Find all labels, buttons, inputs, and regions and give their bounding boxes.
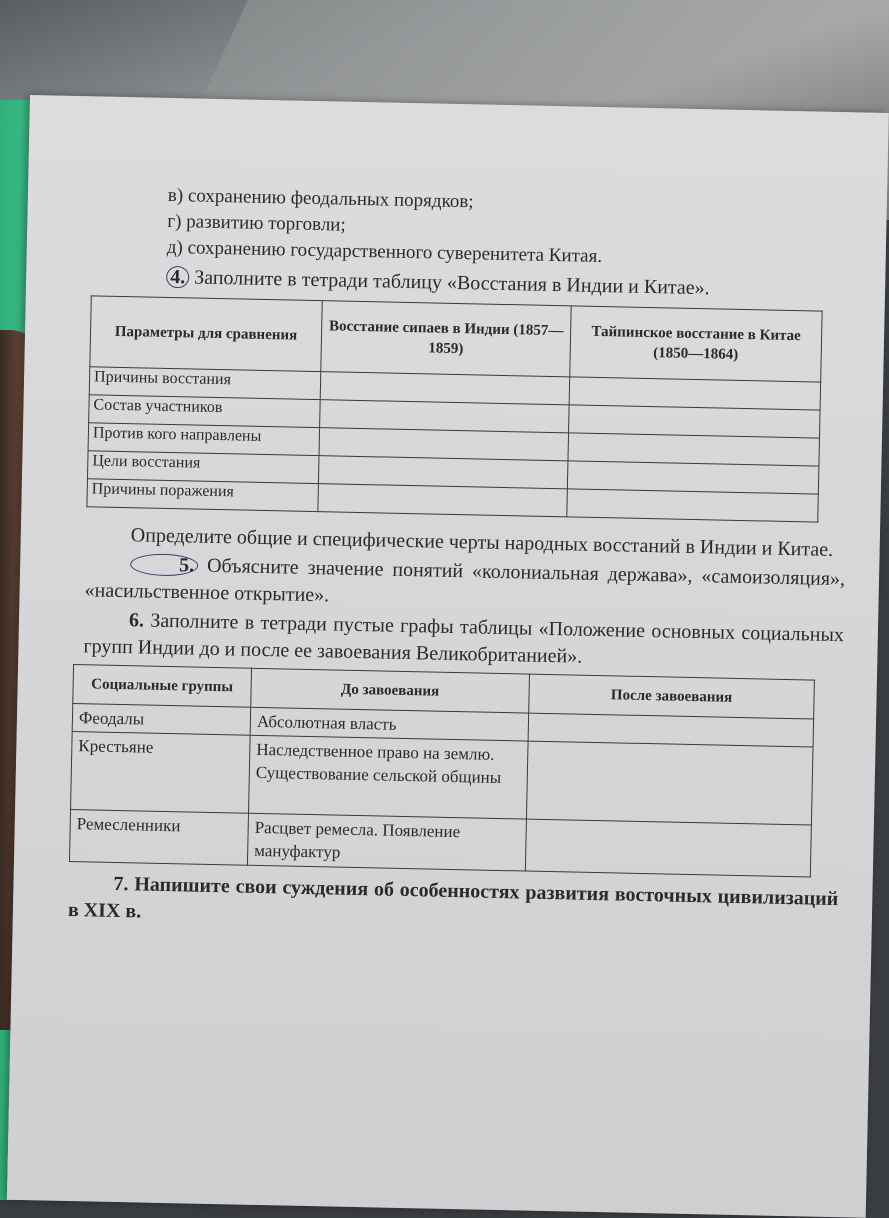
task-5-number: 5.	[130, 553, 198, 576]
header-china: Тайпинское восстание в Китае (1850—1864)	[570, 306, 822, 382]
before-cell: Наследственное право на землю. Существование сельской общины	[249, 735, 529, 819]
group-cell: Крестьяне	[71, 732, 251, 814]
before-cell: Расцвет ремесла. Появление мануфактур	[247, 813, 526, 871]
task-6-text: Заполните в тетради пустые графы таблицы «Положение основных социальных групп Индии до и после ее завоевания Великобританией».	[83, 609, 845, 668]
uprisings-table	[86, 295, 822, 522]
option-d: д) сохранению государственного суверенитета Китая.	[166, 236, 603, 268]
textbook-page	[7, 95, 889, 1218]
header-before: До завоевания	[251, 668, 530, 713]
row-label: Причины поражения	[87, 479, 319, 512]
page-content	[67, 182, 853, 940]
header-after: После завоевания	[529, 674, 815, 719]
social-groups-table	[69, 664, 815, 877]
task-7-number: 7.	[113, 872, 129, 896]
task-6-number: 6.	[128, 609, 145, 632]
before-cell: Абсолютная власть	[250, 707, 529, 741]
task-7	[68, 870, 839, 940]
option-g: г) развитию торговли;	[167, 210, 346, 236]
after-cell	[525, 819, 811, 877]
task-4-text: Заполните в тетради таблицу «Восстания в Индии и Китае».	[193, 266, 710, 300]
task-7-text: Напишите свои суждения об особенностях развития восточных цивилизаций в XIX в.	[67, 873, 839, 923]
row-label: Цели восстания	[87, 451, 319, 484]
instruction-paragraph: Определите общие и специфические черты народных восстаний в Индии и Китае.	[130, 524, 834, 561]
after-cell	[526, 741, 813, 825]
group-cell: Ремесленники	[69, 810, 248, 866]
row-label: Против кого направлены	[88, 423, 320, 456]
row-label: Причины восстания	[89, 367, 321, 400]
row-label: Состав участников	[89, 395, 321, 428]
option-v: в) сохранению феодальных порядков;	[167, 184, 474, 213]
task-5-text: Объясните значение понятий «колониальная держава», «самоизоляция», «насильственное открытие».	[84, 554, 846, 607]
header-india: Восстание сипаев в Индии (1857—1859)	[321, 301, 571, 377]
header-groups: Социальные группы	[73, 665, 252, 708]
header-params: Параметры для сравнения	[90, 296, 322, 372]
group-cell: Феодалы	[72, 704, 251, 736]
task-4-number: 4.	[166, 266, 189, 288]
